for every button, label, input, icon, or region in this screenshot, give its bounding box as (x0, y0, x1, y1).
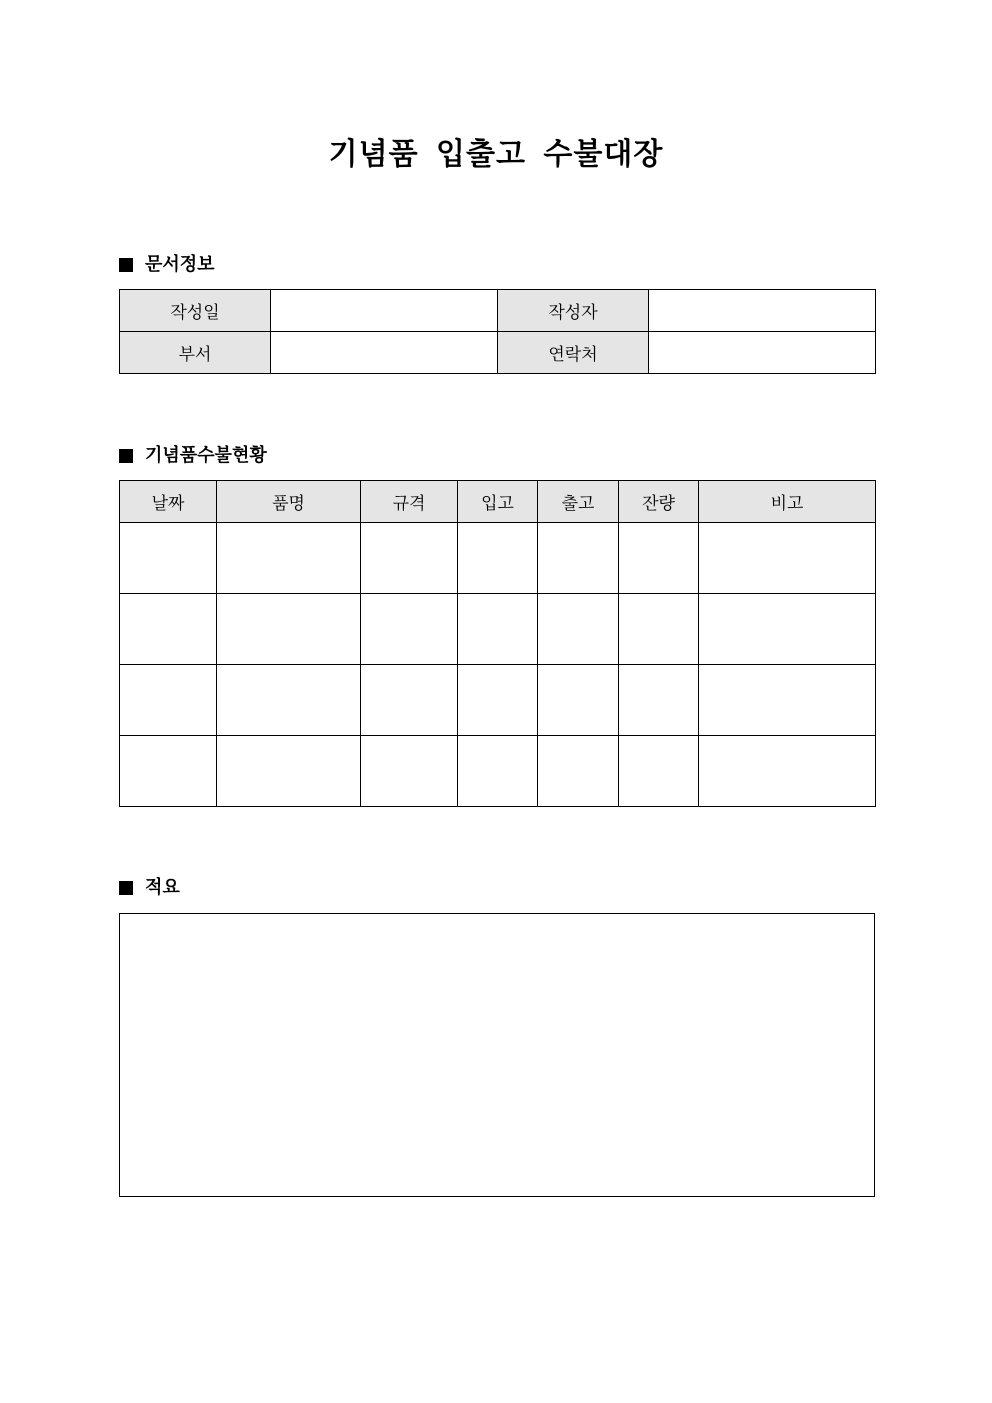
cell-balance[interactable] (619, 736, 699, 807)
date-label: 작성일 (120, 290, 271, 332)
cell-item-name[interactable] (217, 594, 361, 665)
doc-info-row (120, 290, 876, 332)
cell-out[interactable] (538, 523, 619, 594)
cell-in[interactable] (458, 736, 538, 807)
square-bullet-icon (119, 258, 133, 272)
cell-balance[interactable] (619, 523, 699, 594)
cell-in[interactable] (458, 665, 538, 736)
column-header-out: 출고 (538, 481, 619, 523)
department-label: 부서 (120, 332, 271, 374)
notes-heading-label: 적요 (145, 877, 180, 898)
table-row (120, 523, 876, 594)
cell-remarks[interactable] (699, 736, 876, 807)
cell-remarks[interactable] (699, 523, 876, 594)
ledger-header-row (120, 481, 876, 523)
square-bullet-icon (119, 449, 133, 463)
ledger-table (119, 480, 876, 807)
cell-balance[interactable] (619, 594, 699, 665)
contact-label: 연락처 (498, 332, 649, 374)
column-header-balance: 잔량 (619, 481, 699, 523)
doc-info-row (120, 332, 876, 374)
cell-date[interactable] (120, 736, 217, 807)
notes-heading (119, 876, 180, 900)
author-field[interactable] (649, 290, 876, 332)
table-row (120, 594, 876, 665)
cell-date[interactable] (120, 594, 217, 665)
cell-spec[interactable] (361, 736, 458, 807)
doc-info-table (119, 289, 876, 374)
cell-date[interactable] (120, 665, 217, 736)
cell-in[interactable] (458, 523, 538, 594)
column-header-spec: 규격 (361, 481, 458, 523)
department-field[interactable] (271, 332, 498, 374)
cell-spec[interactable] (361, 665, 458, 736)
document-title: 기념품 입출고 수불대장 (328, 137, 664, 172)
table-row (120, 736, 876, 807)
cell-remarks[interactable] (699, 665, 876, 736)
date-field[interactable] (271, 290, 498, 332)
column-header-remarks: 비고 (699, 481, 876, 523)
square-bullet-icon (119, 881, 133, 895)
cell-item-name[interactable] (217, 736, 361, 807)
cell-item-name[interactable] (217, 665, 361, 736)
contact-field[interactable] (649, 332, 876, 374)
ledger-heading (119, 444, 267, 468)
cell-balance[interactable] (619, 665, 699, 736)
doc-info-heading-label: 문서정보 (145, 254, 215, 275)
table-row (120, 665, 876, 736)
cell-out[interactable] (538, 736, 619, 807)
cell-in[interactable] (458, 594, 538, 665)
doc-info-heading (119, 253, 215, 277)
cell-remarks[interactable] (699, 594, 876, 665)
cell-date[interactable] (120, 523, 217, 594)
cell-item-name[interactable] (217, 523, 361, 594)
column-header-in: 입고 (458, 481, 538, 523)
column-header-item-name: 품명 (217, 481, 361, 523)
cell-out[interactable] (538, 665, 619, 736)
cell-spec[interactable] (361, 523, 458, 594)
cell-spec[interactable] (361, 594, 458, 665)
author-label: 작성자 (498, 290, 649, 332)
cell-out[interactable] (538, 594, 619, 665)
column-header-date: 날짜 (120, 481, 217, 523)
ledger-heading-label: 기념품수불현황 (145, 445, 267, 466)
notes-box[interactable] (119, 913, 875, 1197)
